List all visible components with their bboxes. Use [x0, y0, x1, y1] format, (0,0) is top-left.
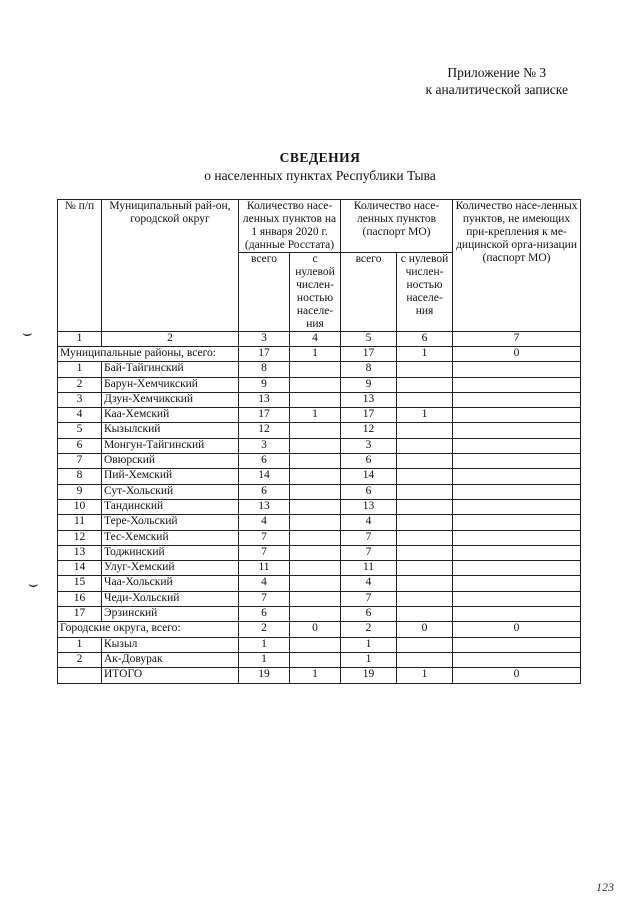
col-num-5: 5: [341, 332, 397, 347]
value-cell-c7: [453, 392, 581, 407]
value-cell-c4: [290, 469, 341, 484]
summary-cell-c4: 1: [290, 347, 341, 362]
value-cell-c4: [290, 607, 341, 622]
district-name: Ак-Довурак: [102, 652, 239, 667]
municipal-summary-row: [58, 347, 581, 362]
value-cell-c4: [290, 499, 341, 514]
col-num-1: 1: [58, 332, 102, 347]
table-row: [58, 576, 581, 591]
district-name: Пий-Хемский: [102, 469, 239, 484]
value-cell-c3: 14: [239, 469, 290, 484]
value-cell-c4: [290, 545, 341, 560]
value-cell-c6: 1: [397, 408, 453, 423]
value-cell-c6: [397, 377, 453, 392]
table-row: [58, 362, 581, 377]
table-row: [58, 423, 581, 438]
row-number: 8: [58, 469, 102, 484]
value-cell-c6: [397, 591, 453, 606]
district-name: ИТОГО: [102, 668, 239, 683]
value-cell-c4: [290, 484, 341, 499]
table-row: [58, 454, 581, 469]
value-cell-c6: [397, 652, 453, 667]
table-row: [58, 408, 581, 423]
value-cell-c6: [397, 607, 453, 622]
value-cell-c7: [453, 515, 581, 530]
value-cell-c6: [397, 576, 453, 591]
document-title: СВЕДЕНИЯ: [279, 150, 361, 165]
value-cell-c6: [397, 637, 453, 652]
value-cell-c5: 11: [341, 561, 397, 576]
summary-cell-c5: 17: [341, 347, 397, 362]
value-cell-c6: [397, 469, 453, 484]
value-cell-c3: 4: [239, 515, 290, 530]
row-number: 4: [58, 408, 102, 423]
row-number: 17: [58, 607, 102, 622]
header-district: Муниципальный рай-он, городской округ: [102, 200, 239, 332]
row-number: 16: [58, 591, 102, 606]
header-no-medical: Количество насе-ленных пунктов, не имеющих при-крепления к ме-дицинской орга-низации (паспорт МО): [453, 200, 581, 332]
value-cell-c3: 1: [239, 652, 290, 667]
value-cell-c5: 17: [341, 408, 397, 423]
value-cell-c3: 6: [239, 607, 290, 622]
district-name: Чаа-Хольский: [102, 576, 239, 591]
value-cell-c6: 1: [397, 668, 453, 683]
value-cell-c4: [290, 362, 341, 377]
value-cell-c7: [453, 454, 581, 469]
value-cell-c6: [397, 545, 453, 560]
summary-label: Городские округа, всего:: [58, 622, 239, 637]
value-cell-c4: [290, 423, 341, 438]
value-cell-c6: [397, 561, 453, 576]
district-name: Улуг-Хемский: [102, 561, 239, 576]
district-name: Овюрский: [102, 454, 239, 469]
row-number: 1: [58, 362, 102, 377]
value-cell-c3: 17: [239, 408, 290, 423]
table-row: [58, 652, 581, 667]
value-cell-c7: [453, 545, 581, 560]
row-number: 2: [58, 377, 102, 392]
row-number: 12: [58, 530, 102, 545]
value-cell-c7: [453, 377, 581, 392]
value-cell-c7: [453, 438, 581, 453]
value-cell-c3: 19: [239, 668, 290, 683]
district-name: Барун-Хемчикский: [102, 377, 239, 392]
value-cell-c7: [453, 469, 581, 484]
summary-cell-c5: 2: [341, 622, 397, 637]
district-name: Кызыл: [102, 637, 239, 652]
value-cell-c4: [290, 637, 341, 652]
value-cell-c7: [453, 484, 581, 499]
table-row: [58, 469, 581, 484]
district-name: Бай-Тайгинский: [102, 362, 239, 377]
appendix-line-2: к аналитической записке: [425, 82, 568, 97]
header-rosstat: Количество насе-ленных пунктов на 1 января 2020 г. (данные Росстата): [239, 200, 341, 253]
value-cell-c7: [453, 591, 581, 606]
value-cell-c5: 14: [341, 469, 397, 484]
value-cell-c4: [290, 438, 341, 453]
appendix-note: [426, 64, 568, 98]
value-cell-c3: 7: [239, 530, 290, 545]
district-name: Эрзинский: [102, 607, 239, 622]
value-cell-c5: 9: [341, 377, 397, 392]
margin-mark: ⌣: [22, 325, 33, 342]
district-name: Тере-Хольский: [102, 515, 239, 530]
table-row: [58, 607, 581, 622]
row-number: 1: [58, 637, 102, 652]
total-row: [58, 668, 581, 683]
value-cell-c4: [290, 377, 341, 392]
value-cell-c6: [397, 423, 453, 438]
table-row: [58, 438, 581, 453]
value-cell-c3: 1: [239, 637, 290, 652]
summary-cell-c4: 0: [290, 622, 341, 637]
value-cell-c7: [453, 652, 581, 667]
appendix-line-1: Приложение № 3: [447, 65, 547, 80]
summary-cell-c6: 0: [397, 622, 453, 637]
value-cell-c3: 6: [239, 454, 290, 469]
row-number: 7: [58, 454, 102, 469]
value-cell-c4: [290, 591, 341, 606]
header-passport-total: всего: [341, 253, 397, 332]
value-cell-c6: [397, 499, 453, 514]
value-cell-c5: 4: [341, 576, 397, 591]
value-cell-c6: [397, 392, 453, 407]
value-cell-c7: [453, 362, 581, 377]
row-number: [58, 668, 102, 683]
value-cell-c6: [397, 438, 453, 453]
district-name: Сут-Хольский: [102, 484, 239, 499]
value-cell-c3: 11: [239, 561, 290, 576]
table-body: [58, 332, 581, 684]
value-cell-c4: [290, 530, 341, 545]
value-cell-c3: 12: [239, 423, 290, 438]
col-num-4: 4: [290, 332, 341, 347]
value-cell-c4: 1: [290, 408, 341, 423]
settlements-table: [57, 199, 581, 684]
district-name: Кызылский: [102, 423, 239, 438]
value-cell-c7: [453, 607, 581, 622]
table-header: [58, 200, 581, 332]
value-cell-c5: 7: [341, 545, 397, 560]
table-row: [58, 530, 581, 545]
value-cell-c3: 9: [239, 377, 290, 392]
summary-cell-c7: 0: [453, 622, 581, 637]
value-cell-c5: 19: [341, 668, 397, 683]
value-cell-c5: 12: [341, 423, 397, 438]
value-cell-c4: [290, 561, 341, 576]
header-rosstat-total: всего: [239, 253, 290, 332]
summary-cell-c6: 1: [397, 347, 453, 362]
header-passport: Количество насе-ленных пунктов (паспорт МО): [341, 200, 453, 253]
column-number-row: [58, 332, 581, 347]
value-cell-c5: 6: [341, 454, 397, 469]
value-cell-c5: 1: [341, 637, 397, 652]
table-row: [58, 515, 581, 530]
value-cell-c3: 13: [239, 392, 290, 407]
summary-label: Муниципальные районы, всего:: [58, 347, 239, 362]
value-cell-c3: 7: [239, 591, 290, 606]
value-cell-c5: 13: [341, 499, 397, 514]
value-cell-c5: 7: [341, 591, 397, 606]
row-number: 6: [58, 438, 102, 453]
row-number: 9: [58, 484, 102, 499]
value-cell-c7: [453, 530, 581, 545]
value-cell-c4: [290, 392, 341, 407]
value-cell-c5: 7: [341, 530, 397, 545]
value-cell-c4: 1: [290, 668, 341, 683]
summary-cell-c7: 0: [453, 347, 581, 362]
district-name: Дзун-Хемчикский: [102, 392, 239, 407]
district-name: Каа-Хемский: [102, 408, 239, 423]
value-cell-c5: 13: [341, 392, 397, 407]
value-cell-c5: 6: [341, 607, 397, 622]
value-cell-c5: 3: [341, 438, 397, 453]
district-name: Монгун-Тайгинский: [102, 438, 239, 453]
col-num-6: 6: [397, 332, 453, 347]
value-cell-c3: 7: [239, 545, 290, 560]
district-name: Чеди-Хольский: [102, 591, 239, 606]
table-row: [58, 545, 581, 560]
row-number: 2: [58, 652, 102, 667]
district-name: Тандинский: [102, 499, 239, 514]
row-number: 5: [58, 423, 102, 438]
table-row: [58, 561, 581, 576]
table-row: [58, 377, 581, 392]
value-cell-c7: 0: [453, 668, 581, 683]
value-cell-c3: 3: [239, 438, 290, 453]
summary-cell-c3: 17: [239, 347, 290, 362]
value-cell-c6: [397, 362, 453, 377]
value-cell-c6: [397, 530, 453, 545]
value-cell-c3: 4: [239, 576, 290, 591]
row-number: 14: [58, 561, 102, 576]
table-row: [58, 591, 581, 606]
header-passport-zero: с нулевой числен-ностью населе-ния: [397, 253, 453, 332]
col-num-2: 2: [102, 332, 239, 347]
value-cell-c5: 1: [341, 652, 397, 667]
value-cell-c7: [453, 637, 581, 652]
table-row: [58, 637, 581, 652]
col-num-7: 7: [453, 332, 581, 347]
row-number: 3: [58, 392, 102, 407]
margin-mark: ⌣: [28, 576, 39, 593]
table-row: [58, 499, 581, 514]
value-cell-c3: 13: [239, 499, 290, 514]
row-number: 13: [58, 545, 102, 560]
value-cell-c7: [453, 423, 581, 438]
value-cell-c7: [453, 408, 581, 423]
value-cell-c4: [290, 576, 341, 591]
row-number: 11: [58, 515, 102, 530]
summary-cell-c3: 2: [239, 622, 290, 637]
value-cell-c4: [290, 515, 341, 530]
value-cell-c4: [290, 652, 341, 667]
document-subtitle: о населенных пунктах Республики Тыва: [204, 168, 436, 183]
value-cell-c3: 6: [239, 484, 290, 499]
header-rosstat-zero: с нулевой числен-ностью населе-ния: [290, 253, 341, 332]
value-cell-c6: [397, 484, 453, 499]
district-name: Тоджинский: [102, 545, 239, 560]
table-row: [58, 392, 581, 407]
value-cell-c7: [453, 561, 581, 576]
value-cell-c3: 8: [239, 362, 290, 377]
urban-summary-row: [58, 622, 581, 637]
row-number: 15: [58, 576, 102, 591]
value-cell-c5: 6: [341, 484, 397, 499]
value-cell-c5: 4: [341, 515, 397, 530]
value-cell-c4: [290, 454, 341, 469]
page-number: 123: [596, 880, 614, 894]
value-cell-c7: [453, 499, 581, 514]
district-name: Тес-Хемский: [102, 530, 239, 545]
table-row: [58, 484, 581, 499]
header-num: № п/п: [58, 200, 102, 332]
row-number: 10: [58, 499, 102, 514]
value-cell-c6: [397, 515, 453, 530]
value-cell-c5: 8: [341, 362, 397, 377]
value-cell-c6: [397, 454, 453, 469]
col-num-3: 3: [239, 332, 290, 347]
value-cell-c7: [453, 576, 581, 591]
